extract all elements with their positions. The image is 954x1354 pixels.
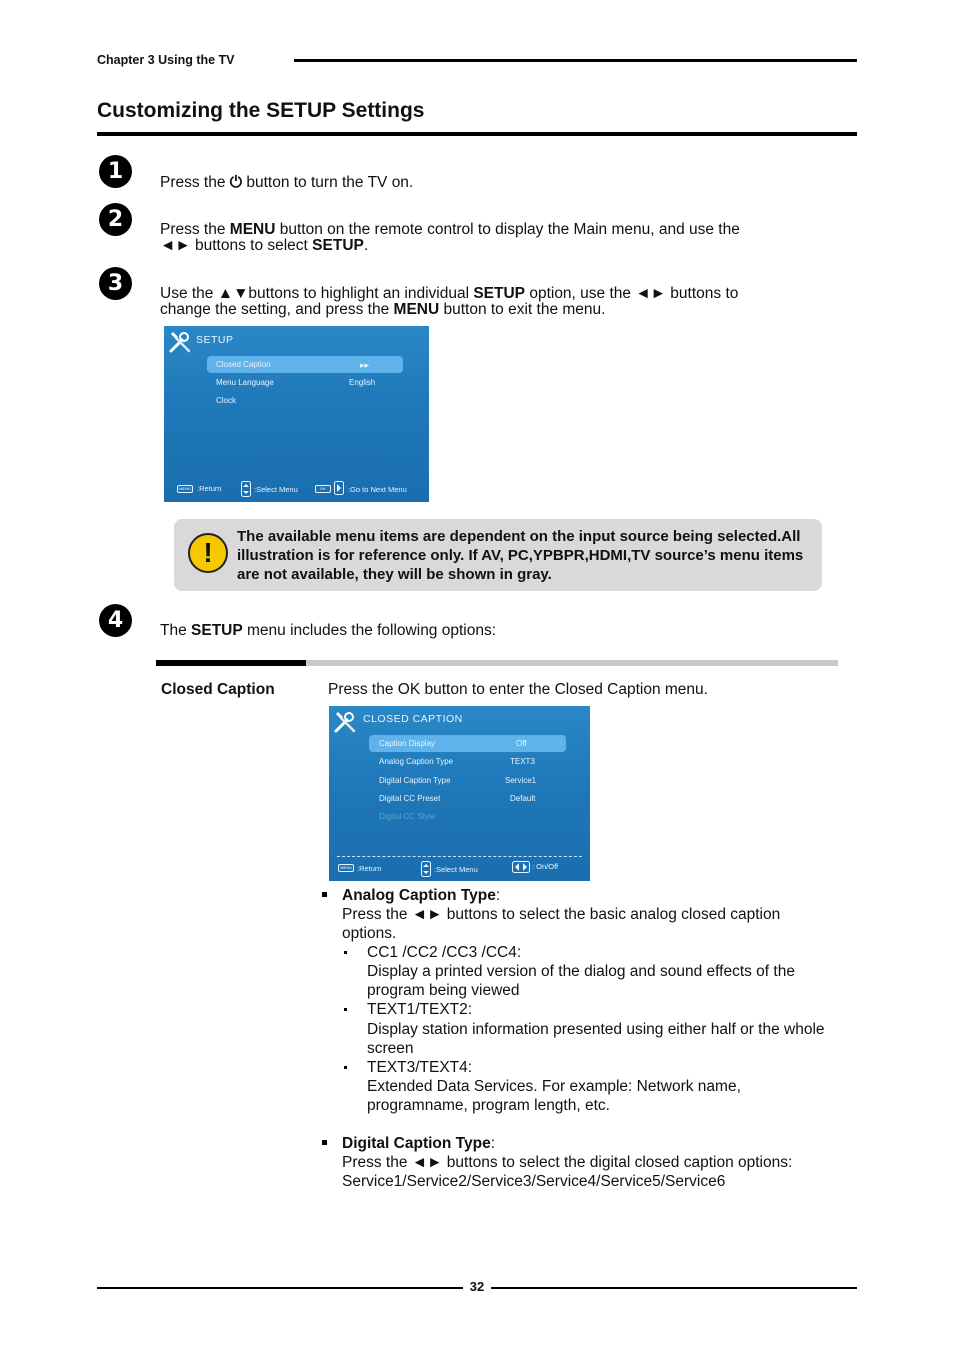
page-number: 32 — [469, 1279, 485, 1294]
digital-caption-colon: : — [490, 1135, 496, 1152]
footer-rule-left — [97, 1287, 463, 1289]
sub-bullet — [344, 1066, 347, 1069]
forward-arrows-icon: ▸▸ — [360, 360, 370, 370]
sub-text34-line2: programname, program length, etc. — [367, 1097, 610, 1114]
step-1-text-a: Press the — [160, 174, 230, 191]
cc-item-digital-cc-style: Digital CC Style — [379, 812, 436, 821]
s3-l1b: SETUP — [473, 285, 526, 302]
menu-key-icon: MENU — [338, 864, 354, 872]
s4-a: The — [160, 622, 192, 639]
setup-item-clock[interactable]: Clock — [216, 396, 237, 405]
step-3-number: 3 — [99, 267, 132, 300]
cc-item-digital-cc-preset-value: Default — [510, 794, 536, 803]
step-4-text — [160, 623, 820, 639]
setup-footer-next: :Go to Next Menu — [348, 485, 407, 494]
cc-item-digital-caption-type-value: Service1 — [505, 776, 537, 785]
right-key-icon — [334, 481, 344, 495]
sub-bullet — [344, 1008, 347, 1011]
s2-l2a: ◄► buttons to select — [160, 237, 313, 254]
s3-l1a: Use the ▲▼buttons to highlight an individual — [160, 285, 474, 302]
cc-footer-select: :Select Menu — [434, 865, 478, 874]
s3-l2a: change the setting, and press the — [160, 301, 394, 318]
table-header-bar-right — [306, 660, 838, 666]
s3-l2b: MENU — [393, 301, 440, 318]
ok-key-icon: OK — [315, 485, 331, 493]
chapter-header: Chapter 3 Using the TV — [97, 53, 235, 67]
updown-icon — [421, 861, 431, 877]
sub-text12-line2: screen — [367, 1040, 414, 1057]
header-rule — [294, 59, 857, 62]
sub-text34-line1: Extended Data Services. For example: Network name, — [367, 1078, 741, 1095]
leftright-icon — [512, 861, 530, 873]
cc-footer-return: :Return — [357, 864, 382, 873]
analog-caption-line1: Press the ◄► buttons to select the basic analog closed caption — [342, 906, 781, 923]
s2-l2b: SETUP — [312, 237, 364, 254]
page-title: Customizing the SETUP Settings — [97, 99, 425, 122]
sub-cc-head: CC1 /CC2 /CC3 /CC4: — [367, 944, 522, 961]
s2-l1a: Press the — [160, 221, 230, 238]
cc-footer-onoff: : On/Off — [532, 862, 559, 871]
step-4-number: 4 — [99, 604, 132, 637]
closed-caption-menu-screenshot — [329, 706, 590, 881]
s4-b: SETUP — [191, 622, 243, 639]
setup-item-closed-caption[interactable]: Closed Caption — [216, 360, 271, 369]
analog-caption-heading — [342, 886, 500, 905]
title-rule — [97, 132, 857, 136]
menu-key-icon: MENU — [177, 485, 193, 493]
sub-text12-line1: Display station information presented using either half or the whole — [367, 1021, 825, 1038]
sub-bullet — [344, 951, 347, 954]
cc-item-caption-display-value: Off — [516, 739, 527, 748]
note-text: The available menu items are dependent on the input source being selected.All illustration is for reference only. If AV, PC,YPBPR,HDMI,TV source’s menu items are not available, they will be shown in gray. — [237, 528, 804, 583]
sub-cc-line2: program being viewed — [367, 982, 520, 999]
analog-caption-title: Analog Caption Type — [342, 887, 496, 904]
cc-item-analog-caption-type-value: TEXT3 — [510, 757, 535, 766]
step-3-text — [160, 286, 820, 318]
s2-l2c: . — [363, 237, 369, 254]
setup-menu-screenshot — [164, 326, 429, 502]
digital-caption-line2: Service1/Service2/Service3/Service4/Service5/Service6 — [342, 1173, 726, 1190]
exclamation-icon: ! — [188, 533, 228, 573]
step-2-number: 2 — [99, 203, 132, 236]
analog-caption-colon: : — [495, 887, 501, 904]
setup-menu-title: SETUP — [196, 334, 234, 346]
s3-l1c: option, use the ◄► buttons to — [525, 285, 739, 302]
bullet — [322, 1140, 327, 1145]
table-header-bar-left — [156, 660, 306, 666]
step-2-text — [160, 222, 820, 254]
cc-item-digital-cc-preset[interactable]: Digital CC Preset — [379, 794, 441, 803]
digital-caption-heading — [342, 1134, 495, 1153]
cc-item-digital-caption-type[interactable]: Digital Caption Type — [379, 776, 451, 785]
step-1-text-b: button to turn the TV on. — [242, 174, 414, 191]
step-1-text — [160, 174, 820, 191]
power-icon: ⏻ — [229, 173, 243, 191]
s2-l1b: MENU — [229, 221, 276, 238]
s2-l1c: button on the remote control to display the Main menu, and use the — [275, 221, 740, 238]
cc-footer-divider — [337, 856, 582, 857]
tools-icon — [333, 710, 357, 734]
sub-text12-head: TEXT1/TEXT2: — [367, 1001, 473, 1018]
option-closed-caption-text: Press the OK button to enter the Closed Caption menu. — [328, 681, 708, 698]
footer-rule-right — [491, 1287, 857, 1289]
sub-text34-head: TEXT3/TEXT4: — [367, 1059, 473, 1076]
updown-icon — [241, 481, 251, 497]
setup-footer-return: :Return — [197, 484, 222, 493]
tools-icon — [168, 330, 192, 354]
analog-caption-line2: options. — [342, 925, 397, 942]
cc-item-analog-caption-type[interactable]: Analog Caption Type — [379, 757, 454, 766]
s4-c: menu includes the following options: — [242, 622, 497, 639]
s3-l2c: button to exit the menu. — [439, 301, 606, 318]
setup-footer-select: :Select Menu — [254, 485, 298, 494]
digital-caption-title: Digital Caption Type — [342, 1135, 491, 1152]
digital-caption-line1: Press the ◄► buttons to select the digital closed caption options: — [342, 1154, 793, 1171]
setup-item-menu-language-value: English — [349, 378, 376, 387]
sub-cc-line1: Display a printed version of the dialog and sound effects of the — [367, 963, 795, 980]
setup-item-menu-language[interactable]: Menu Language — [216, 378, 274, 387]
step-1-number: 1 — [99, 155, 132, 188]
option-closed-caption-label: Closed Caption — [161, 681, 275, 698]
cc-menu-title: CLOSED CAPTION — [363, 713, 463, 725]
cc-item-caption-display[interactable]: Caption Display — [379, 739, 436, 748]
bullet — [322, 892, 327, 897]
